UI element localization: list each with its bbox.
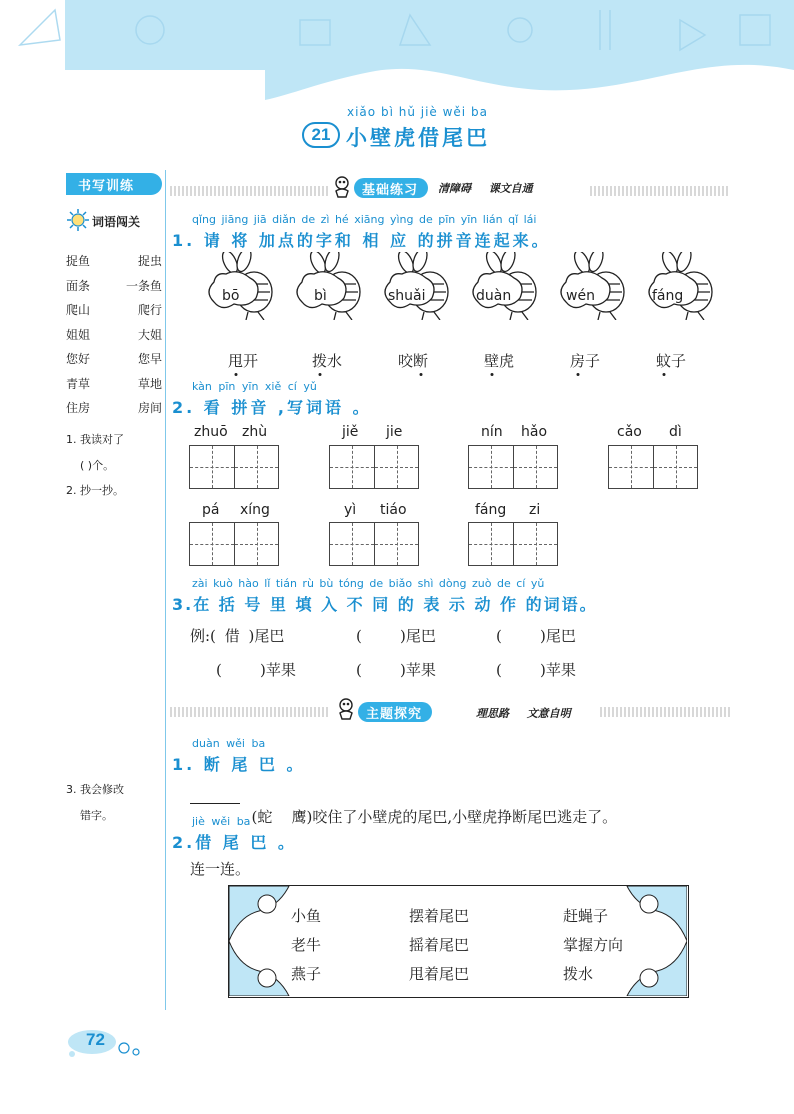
q3-blank[interactable]: ( )尾巴 xyxy=(496,627,576,645)
page-number-badge xyxy=(62,1026,152,1062)
match-col-2 xyxy=(409,902,469,989)
writing-grid[interactable] xyxy=(608,445,698,489)
section2-line-right xyxy=(600,707,730,717)
section1-badge-label: 基础练习 xyxy=(362,183,419,198)
syllable: nín xyxy=(481,424,503,440)
syllable: fáng xyxy=(475,502,507,518)
q1-pinyin: qǐng jiāng jiā diǎn de zì hé xiāng yìng de pīn yīn lián qǐ lái xyxy=(192,213,537,226)
word-post: 子 xyxy=(671,352,687,370)
word-left: 青草 xyxy=(66,376,91,391)
sidebar-divider xyxy=(165,170,166,1010)
bee-icon xyxy=(552,252,632,320)
sidebar-word-list xyxy=(66,252,162,424)
word-pair xyxy=(66,399,162,424)
mascot-icon xyxy=(334,697,358,721)
bee-card[interactable] xyxy=(552,252,632,320)
section2-sub1: 理思路 xyxy=(476,707,509,720)
q5-pinyin: jiè wěi ba xyxy=(192,815,251,828)
q2-pinyin: kàn pīn yīn xiě cí yǔ xyxy=(192,380,317,393)
page-title: 小壁虎借尾巴 xyxy=(346,126,490,150)
section2-badge xyxy=(358,702,432,722)
header-band xyxy=(0,0,794,110)
q3-blank[interactable]: ( )苹果 xyxy=(216,661,296,679)
q4-choice[interactable]: (蛇 鹰) xyxy=(251,808,313,826)
q1-title: 1. 请 将 加点的字和 相 应 的拼音连起来。 xyxy=(172,231,551,250)
page-number: 72 xyxy=(86,1030,105,1049)
bee-pinyin: duàn xyxy=(476,288,512,304)
bee-pinyin: bō xyxy=(222,288,240,304)
sun-icon xyxy=(66,208,90,232)
bee-card[interactable] xyxy=(640,252,720,320)
match-item[interactable]: 摇着尾巴 xyxy=(409,936,470,954)
sidebar-tag-label: 书写训练 xyxy=(78,179,135,194)
bee-card[interactable] xyxy=(288,252,368,320)
syllable: jie xyxy=(386,424,403,440)
bubble-decoration xyxy=(62,1026,152,1062)
match-item[interactable]: 小鱼 xyxy=(291,907,322,925)
q4-sentence xyxy=(242,788,617,827)
match-item[interactable]: 燕子 xyxy=(291,965,322,983)
bee-row xyxy=(200,252,700,322)
bee-icon xyxy=(288,252,368,320)
syllable: tiáo xyxy=(380,502,407,518)
word-left: 住房 xyxy=(66,401,91,415)
word-dotted: 房 xyxy=(570,352,586,370)
word-post: 水 xyxy=(327,352,343,370)
word-dotted: 断 xyxy=(413,352,429,370)
title-pinyin: xiǎo bì hǔ jiè wěi ba xyxy=(347,105,488,119)
sidebar-item-3: 3. 我会修改 xyxy=(66,783,124,796)
bee-icon xyxy=(376,252,456,320)
match-col-3 xyxy=(563,902,623,989)
section2-subtitle xyxy=(476,705,571,721)
bee-card[interactable] xyxy=(464,252,544,320)
bee-icon xyxy=(200,252,280,320)
q3-title: 3.在 括 号 里 填 入 不 同 的 表 示 动 作 的词语。 xyxy=(172,595,598,614)
syllable: zhù xyxy=(242,424,268,440)
syllable: zhuō xyxy=(194,424,228,440)
sidebar-item-1: 1. 我读对了 xyxy=(66,433,124,446)
q2-title: 2. 看 拼音 ,写词语 。 xyxy=(172,398,372,417)
match-item[interactable]: 老牛 xyxy=(291,936,322,954)
word-left: 姐姐 xyxy=(66,327,91,342)
word-left: 捉鱼 xyxy=(66,254,91,268)
word-right: 一条鱼 xyxy=(125,278,162,293)
example-suffix: )尾巴 xyxy=(248,627,285,645)
writing-grid[interactable] xyxy=(189,445,279,489)
word-right: 房间 xyxy=(137,401,162,415)
q4-answer-blank[interactable] xyxy=(190,803,240,804)
sidebar-item-2: 2. 抄一抄。 xyxy=(66,484,124,497)
q3-blank[interactable]: ( )尾巴 xyxy=(356,627,436,645)
writing-grid[interactable] xyxy=(468,445,558,489)
section1-subtitle xyxy=(438,180,533,196)
bee-icon xyxy=(464,252,544,320)
matching-box xyxy=(228,885,689,998)
word-pre: 咬 xyxy=(398,352,414,370)
bee-pinyin: bì xyxy=(314,288,327,304)
q1-word[interactable] xyxy=(656,350,686,371)
q1-word[interactable] xyxy=(484,350,514,371)
bee-card[interactable] xyxy=(200,252,280,320)
word-post: 虎 xyxy=(499,352,515,370)
section1-sub2: 课文自通 xyxy=(488,182,533,195)
syllable: yì xyxy=(344,502,357,518)
word-pair xyxy=(66,350,162,375)
lesson-number-badge xyxy=(302,122,340,148)
writing-grid[interactable] xyxy=(329,522,419,566)
syllable: jiě xyxy=(342,424,359,440)
syllable: zi xyxy=(529,502,541,518)
sidebar-item-3b: 错字。 xyxy=(80,809,113,822)
section2-line-left xyxy=(170,707,330,717)
match-item[interactable]: 摆着尾巴 xyxy=(409,907,470,925)
word-left: 您好 xyxy=(66,352,91,366)
section1-line-right xyxy=(590,186,730,196)
bee-icon xyxy=(640,252,720,320)
word-pair xyxy=(66,252,162,277)
writing-grid[interactable] xyxy=(329,445,419,489)
word-left: 面条 xyxy=(66,278,91,293)
writing-grid[interactable] xyxy=(468,522,558,566)
match-col-1 xyxy=(291,902,321,989)
sidebar-item-1-blank: ( )个。 xyxy=(80,459,115,472)
writing-grid[interactable] xyxy=(189,522,279,566)
word-right: 爬行 xyxy=(137,303,162,317)
syllable: hǎo xyxy=(521,424,548,440)
section2-badge-label: 主题探究 xyxy=(366,707,423,722)
syllable: dì xyxy=(669,424,682,440)
sidebar-section-title: 词语闯关 xyxy=(92,215,141,229)
q5-instruction: 连一连。 xyxy=(190,860,251,878)
word-pair xyxy=(66,375,162,400)
word-right: 捉虫 xyxy=(137,254,162,268)
q5-title: 2.借 尾 巴 。 xyxy=(172,833,297,852)
q1-word[interactable] xyxy=(228,350,258,371)
word-dotted: 拨 xyxy=(312,352,328,370)
word-right: 草地 xyxy=(137,376,162,391)
syllable: xíng xyxy=(240,502,270,518)
syllable: cǎo xyxy=(617,424,642,440)
word-right: 您早 xyxy=(137,352,162,366)
q1-word[interactable] xyxy=(312,350,342,371)
q3-pinyin: zài kuò hào lǐ tián rù bù tóng de biǎo shì dòng zuò de cí yǔ xyxy=(192,577,545,590)
q4-title: 1. 断 尾 巴 。 xyxy=(172,755,306,774)
match-item[interactable]: 拨水 xyxy=(563,965,594,983)
section1-line-left xyxy=(170,186,330,196)
word-post: 开 xyxy=(243,352,259,370)
word-post: 子 xyxy=(585,352,601,370)
section1-badge xyxy=(354,178,428,198)
syllable: pá xyxy=(202,502,220,518)
word-pair xyxy=(66,301,162,326)
bee-pinyin: shuǎi xyxy=(388,288,426,304)
q3-blank[interactable]: ( )苹果 xyxy=(356,661,436,679)
bee-pinyin: fáng xyxy=(652,288,684,304)
word-right: 大姐 xyxy=(137,327,162,342)
match-item[interactable]: 掌握方向 xyxy=(563,936,624,954)
word-left: 爬山 xyxy=(66,303,91,317)
q3-example xyxy=(190,625,284,646)
example-prefix: 例:( xyxy=(190,627,216,645)
q3-blank[interactable]: ( )苹果 xyxy=(496,661,576,679)
mascot-icon xyxy=(330,175,354,199)
section1-sub1: 清障碍 xyxy=(438,182,471,195)
q1-word-row xyxy=(228,350,708,374)
sidebar-tag xyxy=(66,173,162,195)
word-dotted: 蚊 xyxy=(656,352,672,370)
q4-sentence-rest: 咬住了小壁虎的尾巴,小壁虎挣断尾巴逃走了。 xyxy=(312,808,618,826)
example-word: 借 xyxy=(224,627,240,645)
match-item[interactable]: 赶蝇子 xyxy=(563,907,609,925)
section2-sub2: 文意自明 xyxy=(526,707,571,720)
bee-pinyin: wén xyxy=(566,288,595,304)
bee-card[interactable] xyxy=(376,252,456,320)
word-pair xyxy=(66,277,162,302)
word-dotted: 甩 xyxy=(228,352,244,370)
q1-word[interactable] xyxy=(570,350,600,371)
word-pair xyxy=(66,326,162,351)
lesson-number: 21 xyxy=(311,125,331,144)
word-dotted: 壁 xyxy=(484,352,500,370)
q4-pinyin: duàn wěi ba xyxy=(192,737,266,750)
header-background xyxy=(0,0,794,110)
q1-word[interactable] xyxy=(398,350,428,371)
match-item[interactable]: 甩着尾巴 xyxy=(409,965,470,983)
